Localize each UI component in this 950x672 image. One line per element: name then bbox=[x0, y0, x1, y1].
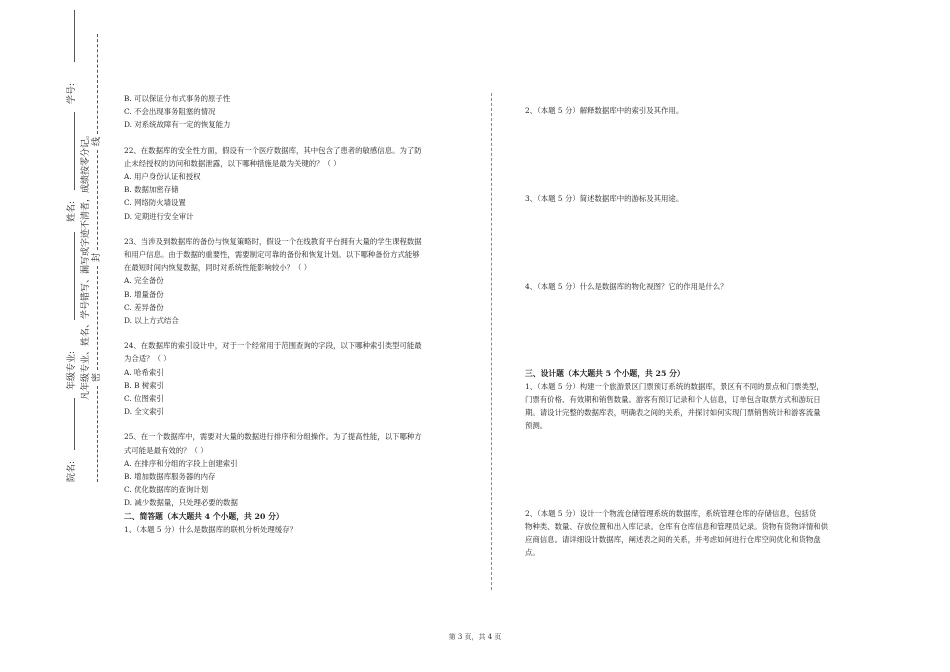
design-question-line: 门票有价格、有效期和销售数量。游客有预订记录和个人信息，订单包含取票方式和游玩日 bbox=[525, 395, 821, 405]
page-number: 第 3 页，共 4 页 bbox=[448, 633, 502, 641]
student-id-label: 学号: bbox=[67, 82, 77, 104]
question-stem: 为合适？（ ） bbox=[124, 354, 171, 364]
design-question-line: 期。请设计完整的数据库表，明确表之间的关系，并探讨如何实现门票销售统计和游客流量 bbox=[525, 408, 821, 418]
question-stem: 24、在数据库的索引设计中，对于一个经常用于范围查询的字段，以下哪种索引类型可能最 bbox=[124, 341, 422, 351]
design-question-line: 1、（本题 5 分）构建一个旅游景区门票预订系统的数据库，景区有不同的景点和门票类型， bbox=[525, 381, 824, 391]
design-question-line: 预测。 bbox=[525, 421, 548, 431]
option: D. 对系统故障有一定的恢复能力 bbox=[124, 120, 231, 130]
question-24 bbox=[124, 339, 474, 418]
option: A. 用户身份认证和授权 bbox=[124, 172, 201, 182]
short-question-4: 4、（本题 5 分）什么是数据库的物化视图？它的作用是什么？ bbox=[525, 282, 728, 292]
cut-line-label: 线 bbox=[92, 136, 102, 146]
question-stem: 25、在一个数据库中，需要对大量的数据进行排序和分组操作。为了提高性能，以下哪种方 bbox=[124, 432, 422, 442]
right-column bbox=[525, 92, 870, 559]
design-question-2 bbox=[525, 507, 870, 560]
option: D. 以上方式结合 bbox=[124, 316, 179, 326]
option: A. 在排序和分组的字段上创建索引 bbox=[124, 458, 238, 468]
binding-line bbox=[74, 232, 75, 320]
design-question-1 bbox=[525, 380, 870, 433]
option: C. 优化数据库的查询计划 bbox=[124, 485, 208, 495]
question-23 bbox=[124, 235, 474, 327]
option: A. 哈希索引 bbox=[124, 367, 164, 377]
option: B. 增加数据库服务器的内存 bbox=[124, 472, 216, 482]
question-22 bbox=[124, 144, 474, 223]
major-label: 年级专业: bbox=[67, 350, 77, 390]
option: D. 全文索引 bbox=[124, 407, 164, 417]
cut-line bbox=[97, 150, 98, 250]
cut-line bbox=[97, 266, 98, 370]
option: B. 增量备份 bbox=[124, 289, 164, 299]
question-stem: 止未经授权的访问和数据泄露，以下哪种措施是最为关键的？（ ） bbox=[124, 158, 341, 168]
short-question-2: 2、（本题 5 分）解释数据库中的索引及其作用。 bbox=[525, 106, 684, 115]
school-label: 院名: bbox=[67, 460, 77, 482]
option: B. 可以保证分布式事务的原子性 bbox=[124, 94, 231, 103]
option: C. 网络防火墙设置 bbox=[124, 198, 186, 208]
section-title-design: 三、设计题（本大题共 5 个小题，共 25 分） bbox=[525, 368, 685, 378]
question-25 bbox=[124, 430, 474, 509]
design-question-line: 应商信息。请详细设计数据库，阐述表之间的关系，并考虑如何进行仓库空间优化和货物盘 bbox=[525, 535, 821, 545]
option: D. 减少数据量，只处理必要的数据 bbox=[124, 498, 238, 508]
binding-line bbox=[74, 10, 75, 62]
option: B. 数据加密存储 bbox=[124, 185, 179, 195]
option: B. B 树索引 bbox=[124, 380, 165, 390]
cut-line bbox=[97, 34, 98, 134]
design-question-line: 物种类、数量、存放位置和出入库记录。仓库有仓库信息和管理员记录。货物有货物详情和供 bbox=[525, 521, 829, 531]
binding-line bbox=[74, 398, 75, 450]
binding-line bbox=[74, 112, 75, 190]
option: C. 位图索引 bbox=[124, 394, 164, 404]
short-question-3: 3、（本题 5 分）简述数据库中的游标及其用途。 bbox=[525, 194, 684, 204]
option: D. 定期进行安全审计 bbox=[124, 211, 194, 221]
question-stem: 和用户信息。由于数据的重要性，需要制定可靠的备份和恢复计划。以下哪种备份方式能够 bbox=[124, 250, 420, 260]
cut-line-label: 封 bbox=[92, 252, 102, 262]
left-column bbox=[124, 92, 474, 536]
section-title-short-answer: 二、简答题（本大题共 4 个小题，共 20 分） bbox=[124, 511, 284, 521]
column-divider bbox=[491, 93, 492, 590]
binding-margin bbox=[0, 0, 110, 672]
cut-line bbox=[97, 386, 98, 482]
name-label: 姓名: bbox=[67, 200, 77, 222]
question-stem: 22、在数据库的安全性方面，假设有一个医疗数据库，其中包含了患者的敏感信息。为了防 bbox=[124, 145, 422, 155]
option: A. 完全备份 bbox=[124, 276, 164, 286]
question-stem: 式可能是最有效的？（ ） bbox=[124, 445, 208, 455]
option: C. 不会出现事务阻塞的情况 bbox=[124, 107, 216, 117]
question-stem: 23、当涉及到数据库的备份与恢复策略时，假设一个在线教育平台拥有大量的学生课程数据 bbox=[124, 236, 422, 246]
design-question-line: 点。 bbox=[525, 548, 540, 558]
short-question-1: 1、（本题 5 分）什么是数据库的联机分析处理缓存？ bbox=[124, 524, 297, 534]
design-question-line: 2、（本题 5 分）设计一个物流仓储管理系统的数据库，系统管理仓库的存储信息，包括货 bbox=[525, 508, 817, 518]
question-stem: 在最短时间内恢复数据，同时对系统性能影响较小？（ ） bbox=[124, 263, 312, 273]
option: C. 差异备份 bbox=[124, 302, 164, 312]
binding-notice: 凡年级专业、姓名、学号错写、漏写或字迹不清者，成绩按零分记。 bbox=[81, 129, 91, 400]
cut-line-label: 密 bbox=[92, 372, 102, 382]
